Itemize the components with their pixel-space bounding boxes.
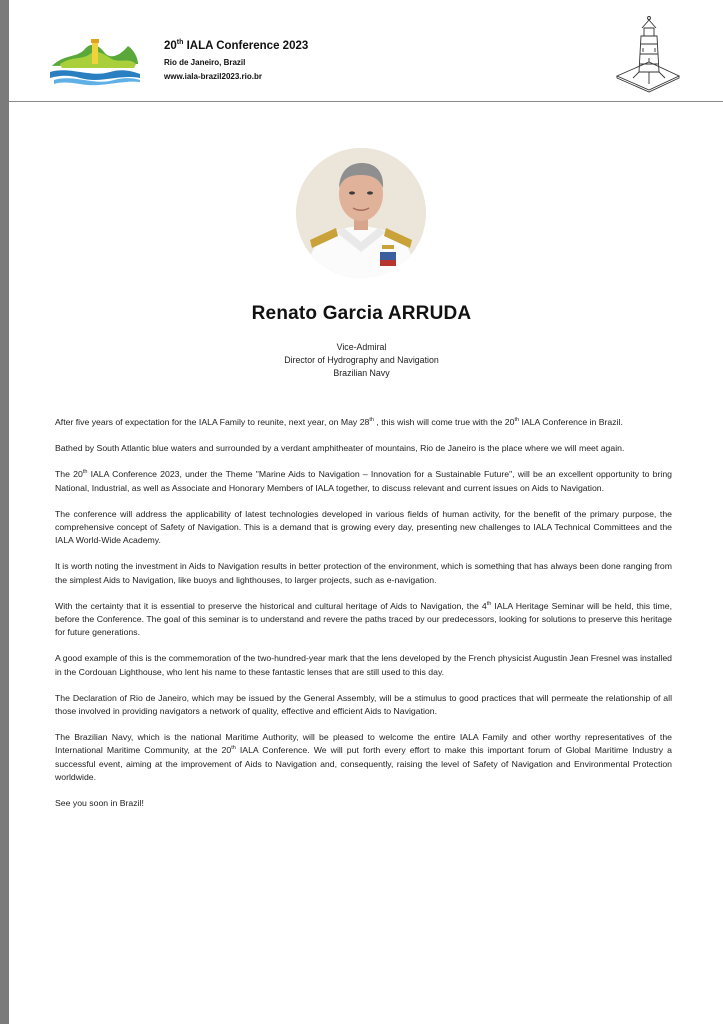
- iala-brazil-logo-icon: [50, 34, 140, 86]
- profile-rank: Vice-Admiral: [336, 342, 387, 352]
- letter-paragraph: Bathed by South Atlantic blue waters and surrounded by a verdant amphitheater of mountains, Rio de Janeiro is the place where we will meet again.: [55, 443, 625, 454]
- conference-city: Rio de Janeiro, Brazil: [164, 58, 246, 67]
- letter-paragraph: The conference will address the applicability of latest technologies developed in various fields of human activity, for the benefit of the primary purpose, the comprehensive concept of Safety of Navigation. This is a demand that is growing every day, presenting new challenges to IALA Technical Committees and the IALA World-Wide Academy.: [55, 508, 672, 546]
- profile-name: Renato Garcia ARRUDA: [251, 303, 472, 324]
- letter-paragraph: The 20th IALA Conference 2023, under the Theme "Marine Aids to Navigation – Innovation for a Sustainable Future", will be an excellent opportunity to bring National, Industrial, as well as Associate and Honorary Members of IALA together, to discuss relevant and current issues on Aids to Navigation.: [55, 469, 672, 493]
- conference-url[interactable]: www.iala-brazil2023.rio.br: [164, 72, 262, 81]
- letter-paragraph: It is worth noting the investment in Aids to Navigation results in better protection of the environment, which is something that has always been done ranging from the simplest Aids to Navigation, like buoys and lighthouses, to larger projects, such as e-navigation.: [55, 561, 672, 585]
- letter-closing: See you soon in Brazil!: [55, 798, 144, 809]
- letter-body: [55, 416, 672, 823]
- letter-paragraph: After five years of expectation for the IALA Family to reunite, next year, on May 28th , this wish will come true with the 20th IALA Conference in Brazil.: [55, 417, 623, 427]
- profile-titles: [0, 341, 723, 380]
- letter-paragraph: The Brazilian Navy, which is the national Maritime Authority, will be pleased to welcome the entire IALA Family and other worthy representatives of the International Maritime Community, at the 20th IALA Conference. We will put forth every effort to make this important forum of Global Maritime Industry a successful event, aiming at the improvement of Aids to Navigation and, consequently, raising the level of Safety of Navigation and Environmental Protection worldwide.: [55, 732, 673, 782]
- profile-position: Director of Hydrography and Navigation: [284, 355, 439, 365]
- header-divider: [9, 101, 723, 102]
- portrait-photo: [296, 148, 426, 278]
- left-margin-bar: [0, 0, 9, 1024]
- lighthouse-icon: [613, 14, 683, 94]
- letter-paragraph: With the certainty that it is essential to preserve the historical and cultural heritage of Aids to Navigation, the 4th IALA Heritage Seminar will be held, this time, before the Conference. The goal of this seminar is to understand and revere the paths traced by our predecessors, looking for solutions to preserve this heritage for future generations.: [55, 600, 672, 638]
- letter-paragraph: The Declaration of Rio de Janeiro, which may be issued by the General Assembly, will be a stimulus to good practices that will permeate the relationship of all those involved in providing navigators a network of quality, effective and efficient Aids to Navigation.: [55, 692, 672, 717]
- conference-title: 20th IALA Conference 2023: [164, 39, 309, 52]
- letter-paragraph: A good example of this is the commemoration of the two-hundred-year mark that the lens developed by the French physicist Augustin Jean Fresnel was installed in the Cordouan Lighthouse, who lent his name to these fantastic lenses that are still used to this day.: [55, 653, 672, 677]
- profile-organization: Brazilian Navy: [333, 368, 390, 378]
